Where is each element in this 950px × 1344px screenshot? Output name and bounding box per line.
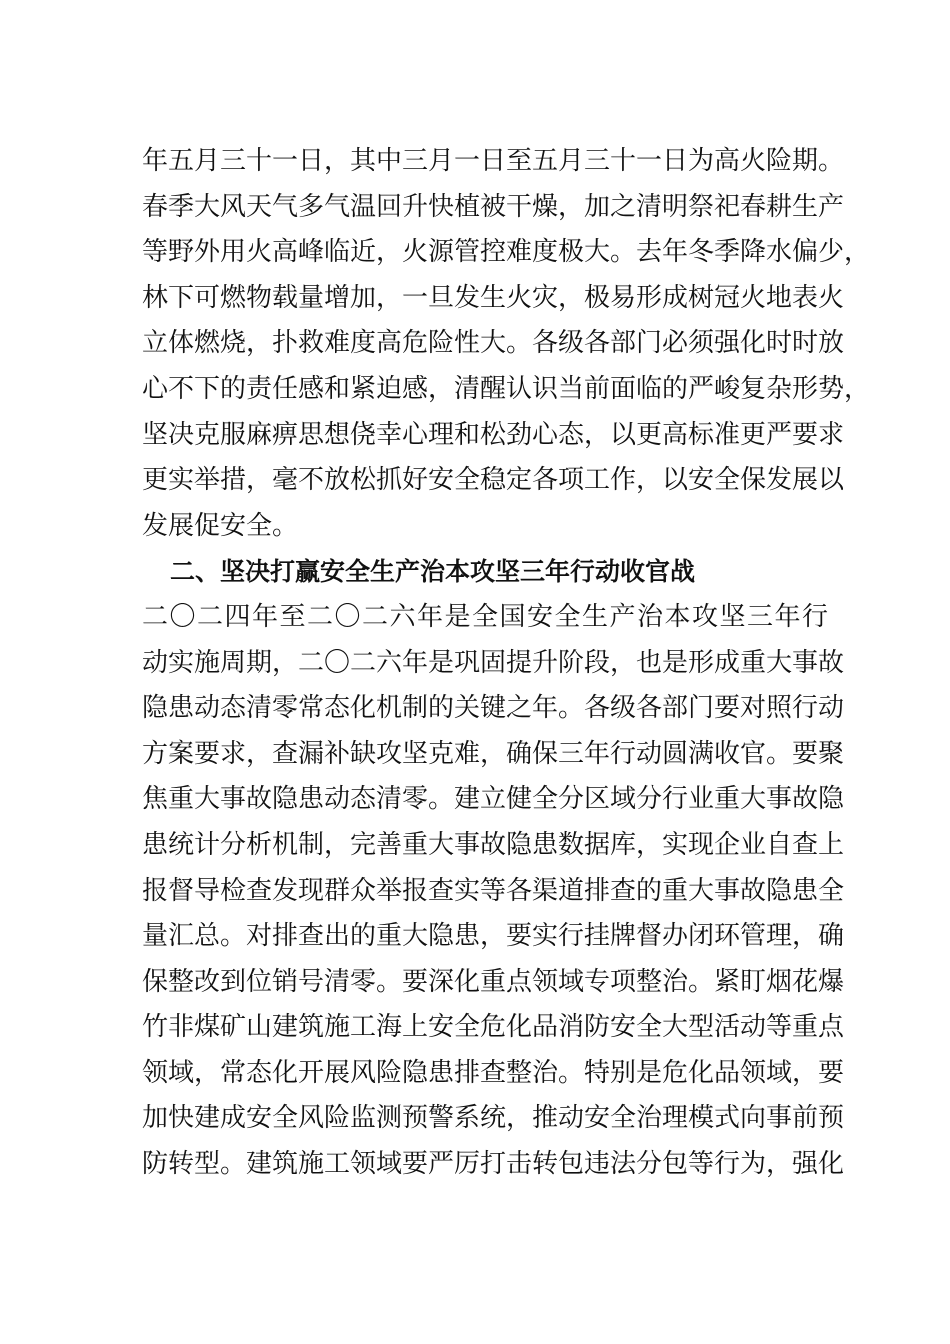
section-heading: 二、坚决打赢安全生产治本攻坚三年行动收官战	[170, 557, 696, 587]
paragraph-line: 立体燃烧，扑救难度高危险性大。各级各部门必须强化时时放	[142, 328, 845, 359]
paragraph-line: 年五月三十一日，其中三月一日至五月三十一日为高火险期。	[142, 146, 845, 176]
paragraph-line: 等野外用火高峰临近，火源管控难度极大。去年冬季降水偏少，	[142, 237, 871, 268]
paragraph-line: 焦重大事故隐患动态清零。建立健全分区域分行业重大事故隐	[142, 784, 845, 815]
paragraph-line: 领域，常态化开展风险隐患排查整治。特别是危化品领域，要	[142, 1057, 845, 1088]
document-body	[142, 139, 871, 1188]
paragraph-line: 保整改到位销号清零。要深化重点领域专项整治。紧盯烟花爆	[142, 966, 845, 997]
paragraph-line: 报督导检查发现群众举报查实等各渠道排查的重大事故隐患全	[142, 875, 845, 906]
paragraph-line: 林下可燃物载量增加，一旦发生火灾，极易形成树冠火地表火	[142, 282, 845, 313]
paragraph-line: 动实施周期，二〇二六年是巩固提升阶段，也是形成重大事故	[142, 647, 845, 678]
paragraph-line: 防转型。建筑施工领域要严厉打击转包违法分包等行为，强化	[142, 1149, 845, 1180]
paragraph-line: 心不下的责任感和紧迫感，清醒认识当前面临的严峻复杂形势，	[142, 373, 871, 404]
paragraph-line: 坚决克服麻痹思想侥幸心理和松劲心态，以更高标准更严要求	[142, 419, 845, 450]
paragraph-line: 患统计分析机制，完善重大事故隐患数据库，实现企业自查上	[142, 829, 845, 860]
paragraph-line: 二〇二四年至二〇二六年是全国安全生产治本攻坚三年行	[142, 601, 828, 632]
paragraph-line: 隐患动态清零常态化机制的关键之年。各级各部门要对照行动	[142, 693, 845, 724]
paragraph-line: 量汇总。对排查出的重大隐患，要实行挂牌督办闭环管理，确	[142, 921, 845, 952]
paragraph-line: 竹非煤矿山建筑施工海上安全危化品消防安全大型活动等重点	[142, 1012, 845, 1043]
paragraph-line: 方案要求，查漏补缺攻坚克难，确保三年行动圆满收官。要聚	[142, 738, 845, 769]
paragraph-line: 发展促安全。	[142, 510, 299, 541]
paragraph-line: 加快建成安全风险监测预警系统，推动安全治理模式向事前预	[142, 1103, 845, 1134]
paragraph-line: 更实举措，毫不放松抓好安全稳定各项工作，以安全保发展以	[142, 465, 845, 496]
paragraph-line: 春季大风天气多气温回升快植被干燥，加之清明祭祀春耕生产	[142, 191, 845, 222]
